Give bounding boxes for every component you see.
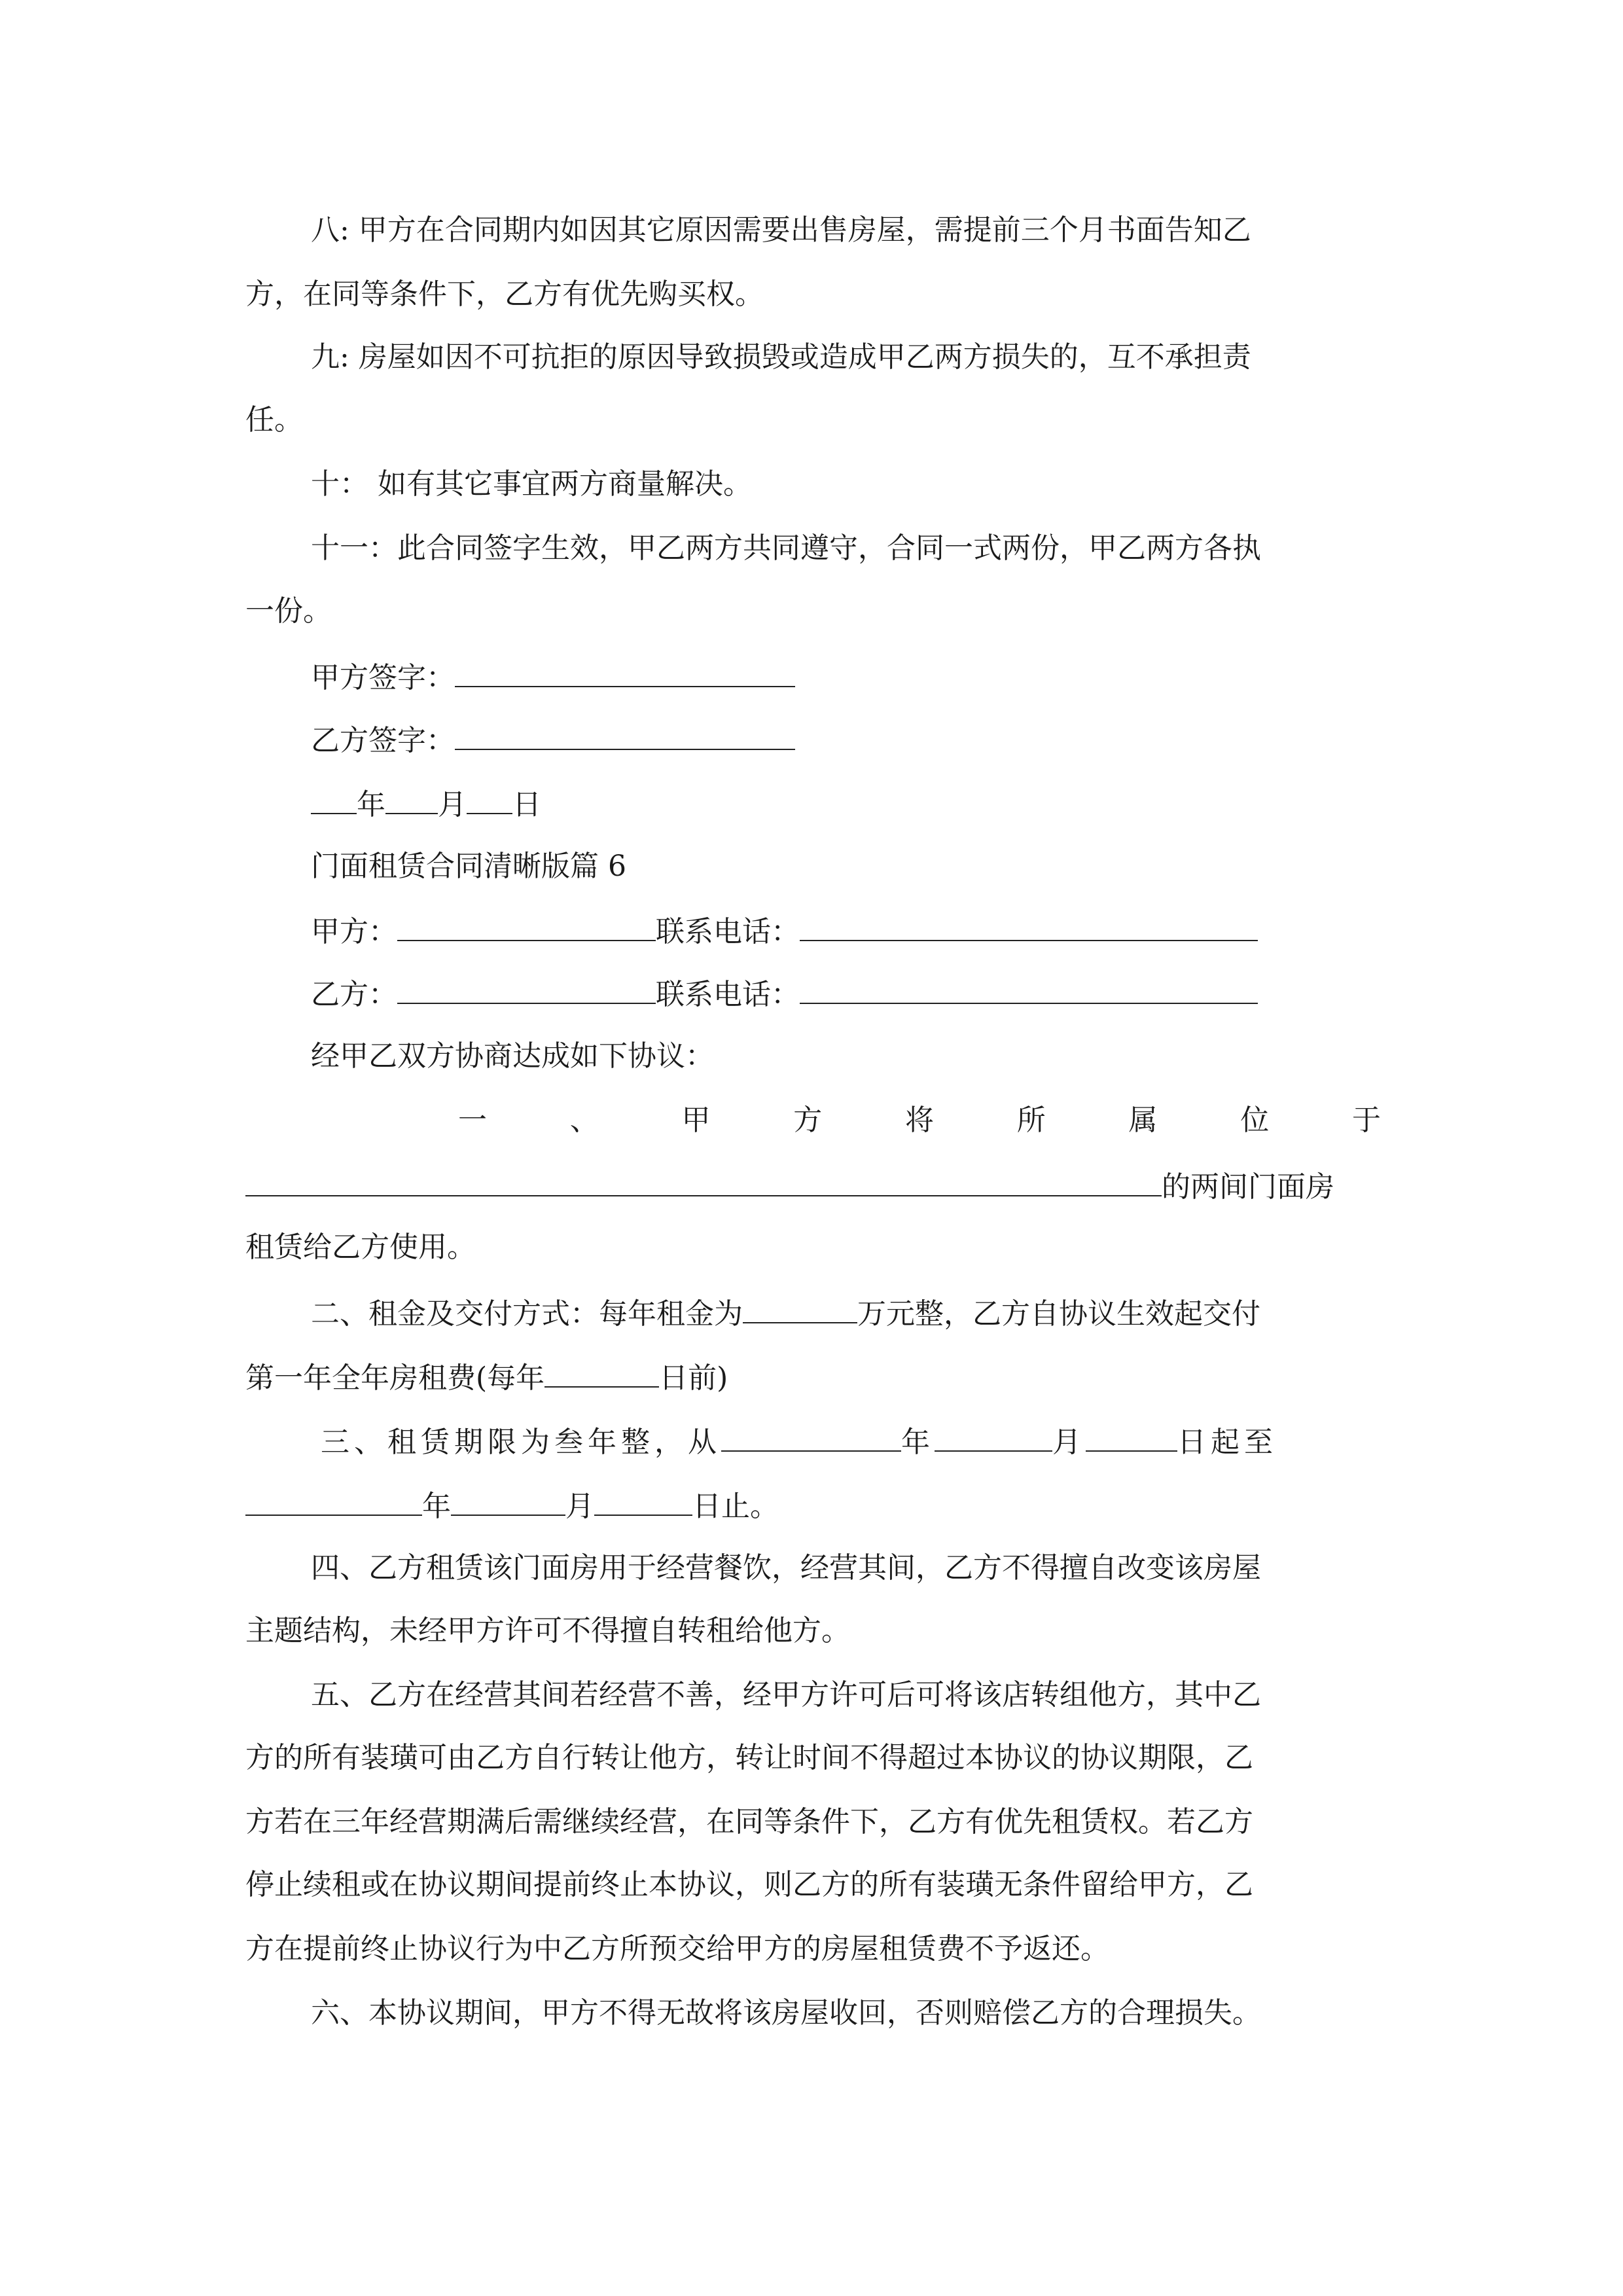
- date-year-blank[interactable]: [311, 783, 357, 814]
- item-1-char: 一: [458, 1103, 487, 1137]
- party-a-label: 甲方：: [311, 915, 397, 948]
- item-2-payday-blank[interactable]: [544, 1356, 659, 1388]
- item-1-line-2-tail: 的两间门面房: [1162, 1170, 1334, 1204]
- item-1-char: 属: [1128, 1103, 1158, 1137]
- item-1-line-3: 租赁给乙方使用。: [245, 1230, 476, 1264]
- clause-10: 十： 如有其它事宜两方商量解决。: [311, 467, 752, 501]
- date-month-label: 月: [438, 788, 467, 821]
- item-3-end-year-label: 年: [422, 1490, 451, 1523]
- party-b-line: [311, 973, 1378, 1012]
- clause-11-line-1: 十一：此合同签字生效，甲乙两方共同遵守，合同一式两份，甲乙两方各执: [311, 531, 1261, 565]
- party-a-line: [311, 910, 1378, 949]
- item-3-line-1: [321, 1420, 1378, 1460]
- agreement-intro: 经甲乙双方协商达成如下协议：: [311, 1039, 714, 1073]
- item-5-line-1: 五、乙方在经营其间若经营不善，经甲方许可后可将该店转组他方，其中乙: [311, 1678, 1261, 1712]
- clause-9-line-2: 任。: [245, 403, 303, 437]
- item-3-end-month-label: 月: [565, 1490, 594, 1523]
- item-3-start-day-blank[interactable]: [1086, 1420, 1177, 1452]
- party-b-signature: [311, 719, 1378, 758]
- party-a-phone-blank[interactable]: [800, 910, 1258, 941]
- item-5-line-3: 方若在三年经营期满后需继续经营，在同等条件下，乙方有优先租赁权。若乙方: [245, 1805, 1253, 1839]
- item-2-rent-blank[interactable]: [743, 1292, 857, 1323]
- item-3-start-year-blank[interactable]: [721, 1420, 901, 1452]
- item-2-text-2: 万元整，乙方自协议生效起交付: [857, 1297, 1260, 1331]
- item-2-line-1: [311, 1292, 1378, 1331]
- item-1-char: 甲: [681, 1103, 711, 1137]
- item-3-line-2: [245, 1484, 1378, 1524]
- clause-8-line-2: 方，在同等条件下，乙方有优先购买权。: [245, 278, 764, 311]
- party-a-name-blank[interactable]: [397, 910, 656, 941]
- item-3-year-label: 年: [901, 1426, 935, 1459]
- item-1-char: 所: [1016, 1103, 1046, 1137]
- date-year-label: 年: [357, 788, 385, 821]
- item-5-line-5: 方在提前终止协议行为中乙方所预交给甲方的房屋租赁费不予返还。: [245, 1932, 1109, 1965]
- item-3-end-month-blank[interactable]: [451, 1484, 565, 1516]
- item-1-char: 方: [793, 1103, 823, 1137]
- item-4-line-2: 主题结构，未经甲方许可不得擅自转租给他方。: [245, 1614, 850, 1647]
- item-5-line-4: 停止续租或在协议期间提前终止本协议，则乙方的所有装璜无条件留给甲方，乙: [245, 1868, 1253, 1901]
- party-b-name-blank[interactable]: [397, 973, 656, 1004]
- item-4-line-1: 四、乙方租赁该门面房用于经营餐饮，经营其间，乙方不得擅自改变该房屋: [311, 1551, 1261, 1585]
- date-day-label: 日: [512, 788, 541, 821]
- item-2-text-3: 第一年全年房租费(每年: [245, 1361, 545, 1395]
- item-6-line-1: 六、本协议期间，甲方不得无故将该房屋收回，否则赔偿乙方的合理损失。: [311, 1996, 1261, 2030]
- item-3-text-3: 日止。: [692, 1490, 779, 1523]
- item-2-text-4: 日前): [659, 1361, 728, 1395]
- party-b-signature-label: 乙方签字：: [311, 724, 455, 757]
- item-2-text-1: 二、租金及交付方式：每年租金为: [311, 1297, 743, 1331]
- item-1-char: 将: [905, 1103, 934, 1137]
- item-3-month-label: 月: [1052, 1426, 1086, 1459]
- item-3-start-month-blank[interactable]: [935, 1420, 1052, 1452]
- item-5-line-2: 方的所有装璜可由乙方自行转让他方，转让时间不得超过本协议的协议期限，乙: [245, 1741, 1253, 1774]
- item-1-line-1: [458, 1101, 1381, 1140]
- section-title: 门面租赁合同清晰版篇 6: [311, 850, 626, 883]
- clause-11-line-2: 一份。: [245, 594, 332, 628]
- item-1-char: 于: [1352, 1103, 1381, 1137]
- party-a-signature-label: 甲方签字：: [311, 661, 455, 694]
- party-a-phone-label: 联系电话：: [656, 915, 800, 948]
- item-1-char: 位: [1240, 1103, 1270, 1137]
- clause-8-line-1: 八: 甲方在合同期内如因其它原因需要出售房屋，需提前三个月书面告知乙: [311, 213, 1251, 247]
- party-b-signature-blank[interactable]: [455, 719, 795, 750]
- item-3-end-day-blank[interactable]: [594, 1484, 692, 1516]
- date-month-blank[interactable]: [385, 783, 438, 814]
- party-b-label: 乙方：: [311, 978, 397, 1011]
- item-1-char: 、: [569, 1103, 599, 1137]
- item-3-text-1: 三、租赁期限为叁年整，从: [321, 1426, 721, 1459]
- item-3-end-year-blank[interactable]: [245, 1484, 422, 1516]
- clause-9-line-1: 九: 房屋如因不可抗拒的原因导致损毁或造成甲乙两方损失的，互不承担责: [311, 340, 1251, 374]
- item-1-line-2: [245, 1165, 1378, 1204]
- item-2-line-2: [245, 1356, 1378, 1395]
- date-day-blank[interactable]: [467, 783, 512, 814]
- party-b-phone-blank[interactable]: [800, 973, 1258, 1004]
- party-a-signature-blank[interactable]: [455, 656, 795, 687]
- party-a-signature: [311, 656, 1378, 695]
- item-3-text-2: 日起至: [1177, 1426, 1277, 1459]
- party-b-phone-label: 联系电话：: [656, 978, 800, 1011]
- signature-date: [311, 783, 1378, 822]
- item-1-location-blank[interactable]: [245, 1165, 1162, 1196]
